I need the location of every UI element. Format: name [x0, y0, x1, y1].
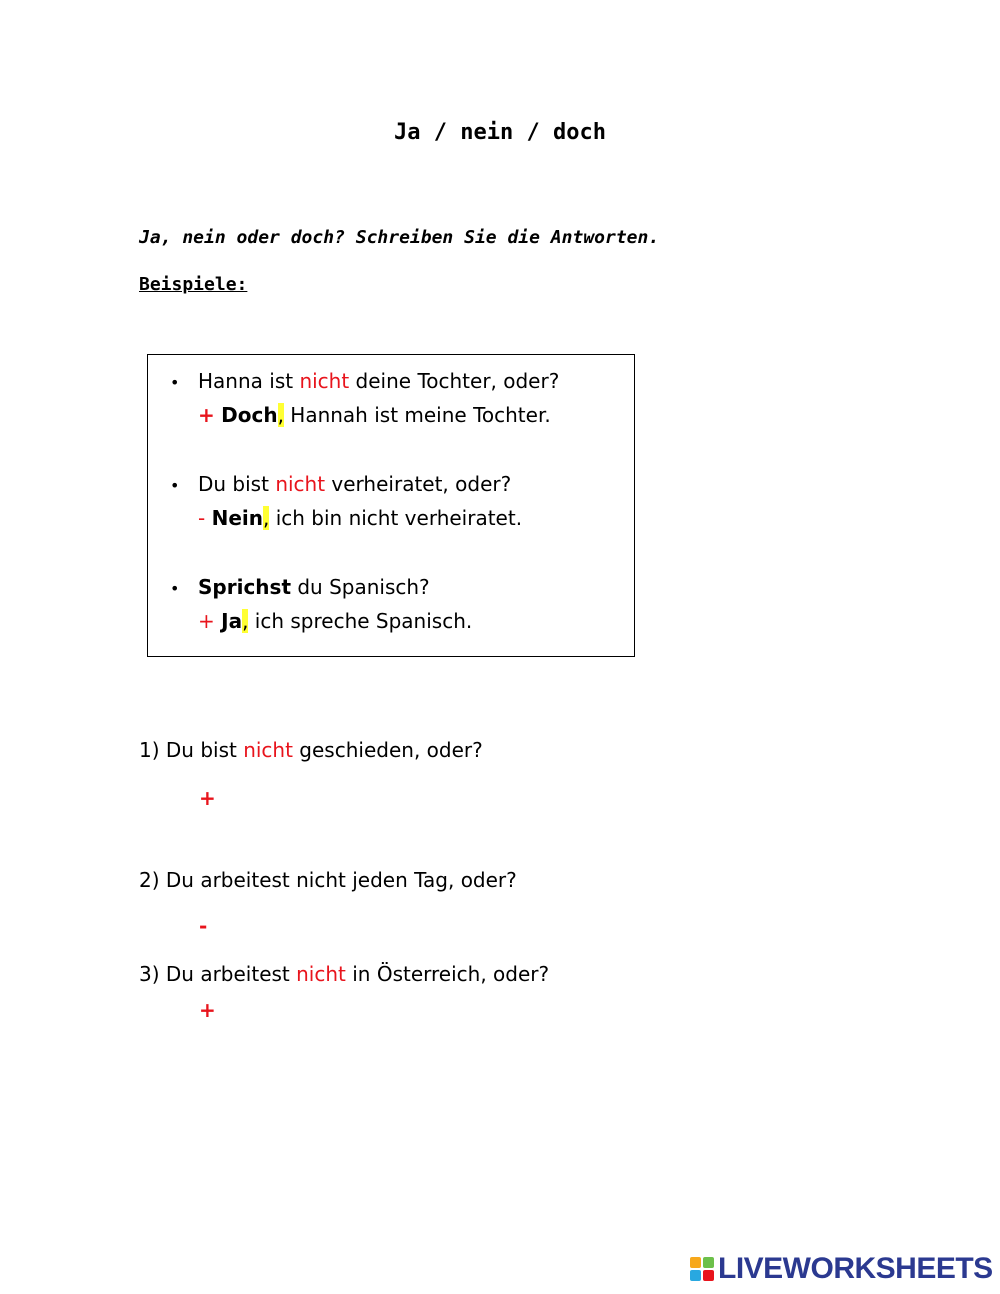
- instruction-text: Ja, nein oder doch? Schreiben Sie die Antworten.: [139, 227, 660, 248]
- example-question-1: [170, 369, 179, 395]
- answer-sign: -: [198, 506, 206, 530]
- answer-sign: +: [198, 403, 215, 427]
- exercise-question-2: 2) Du arbeitest nicht jeden Tag, oder?: [139, 868, 517, 892]
- highlighted-comma: ,: [242, 609, 249, 633]
- negation-word: nicht: [275, 472, 326, 496]
- answer-word: Nein: [211, 506, 263, 530]
- exercise-answer-sign-3: +: [199, 998, 216, 1022]
- example-answer-1: + Doch, Hannah ist meine Tochter.: [198, 403, 551, 427]
- negation-word: nicht: [243, 738, 293, 762]
- answer-word: Ja: [221, 609, 243, 633]
- bullet-icon: •: [170, 373, 180, 392]
- example-question-text-1: Hanna ist nicht deine Tochter, oder?: [198, 369, 560, 393]
- exercise-answer-sign-1: +: [199, 786, 216, 810]
- page-title: Ja / nein / doch: [394, 120, 606, 145]
- exercise-question-1: 1) Du bist nicht geschieden, oder?: [139, 738, 483, 762]
- bullet-icon: •: [170, 579, 180, 598]
- example-bullet-3: [170, 575, 179, 601]
- answer-sign: +: [198, 609, 215, 633]
- negation-word: nicht: [296, 962, 346, 986]
- examples-box: [147, 354, 635, 657]
- highlighted-comma: ,: [277, 403, 284, 427]
- example-question-text-2: Du bist nicht verheiratet, oder?: [198, 472, 512, 496]
- example-question-text-3: Sprichst du Spanisch?: [198, 575, 430, 599]
- liveworksheets-logo: [690, 1252, 993, 1286]
- example-bullet-2: [170, 472, 179, 498]
- answer-word: Doch: [221, 403, 278, 427]
- bullet-icon: •: [170, 476, 180, 495]
- examples-heading: Beispiele:: [139, 274, 248, 295]
- exercise-answer-sign-2: -: [199, 914, 208, 938]
- exercise-question-3: 3) Du arbeitest nicht in Österreich, oder?: [139, 962, 550, 986]
- negation-word: nicht: [299, 369, 350, 393]
- example-answer-3: + Ja, ich spreche Spanisch.: [198, 609, 473, 633]
- brand-name: LIVEWORKSHEETS: [718, 1252, 993, 1285]
- example-answer-2: - Nein, ich bin nicht verheiratet.: [198, 506, 523, 530]
- liveworksheets-logo-icon: [690, 1257, 714, 1281]
- highlighted-comma: ,: [262, 506, 270, 530]
